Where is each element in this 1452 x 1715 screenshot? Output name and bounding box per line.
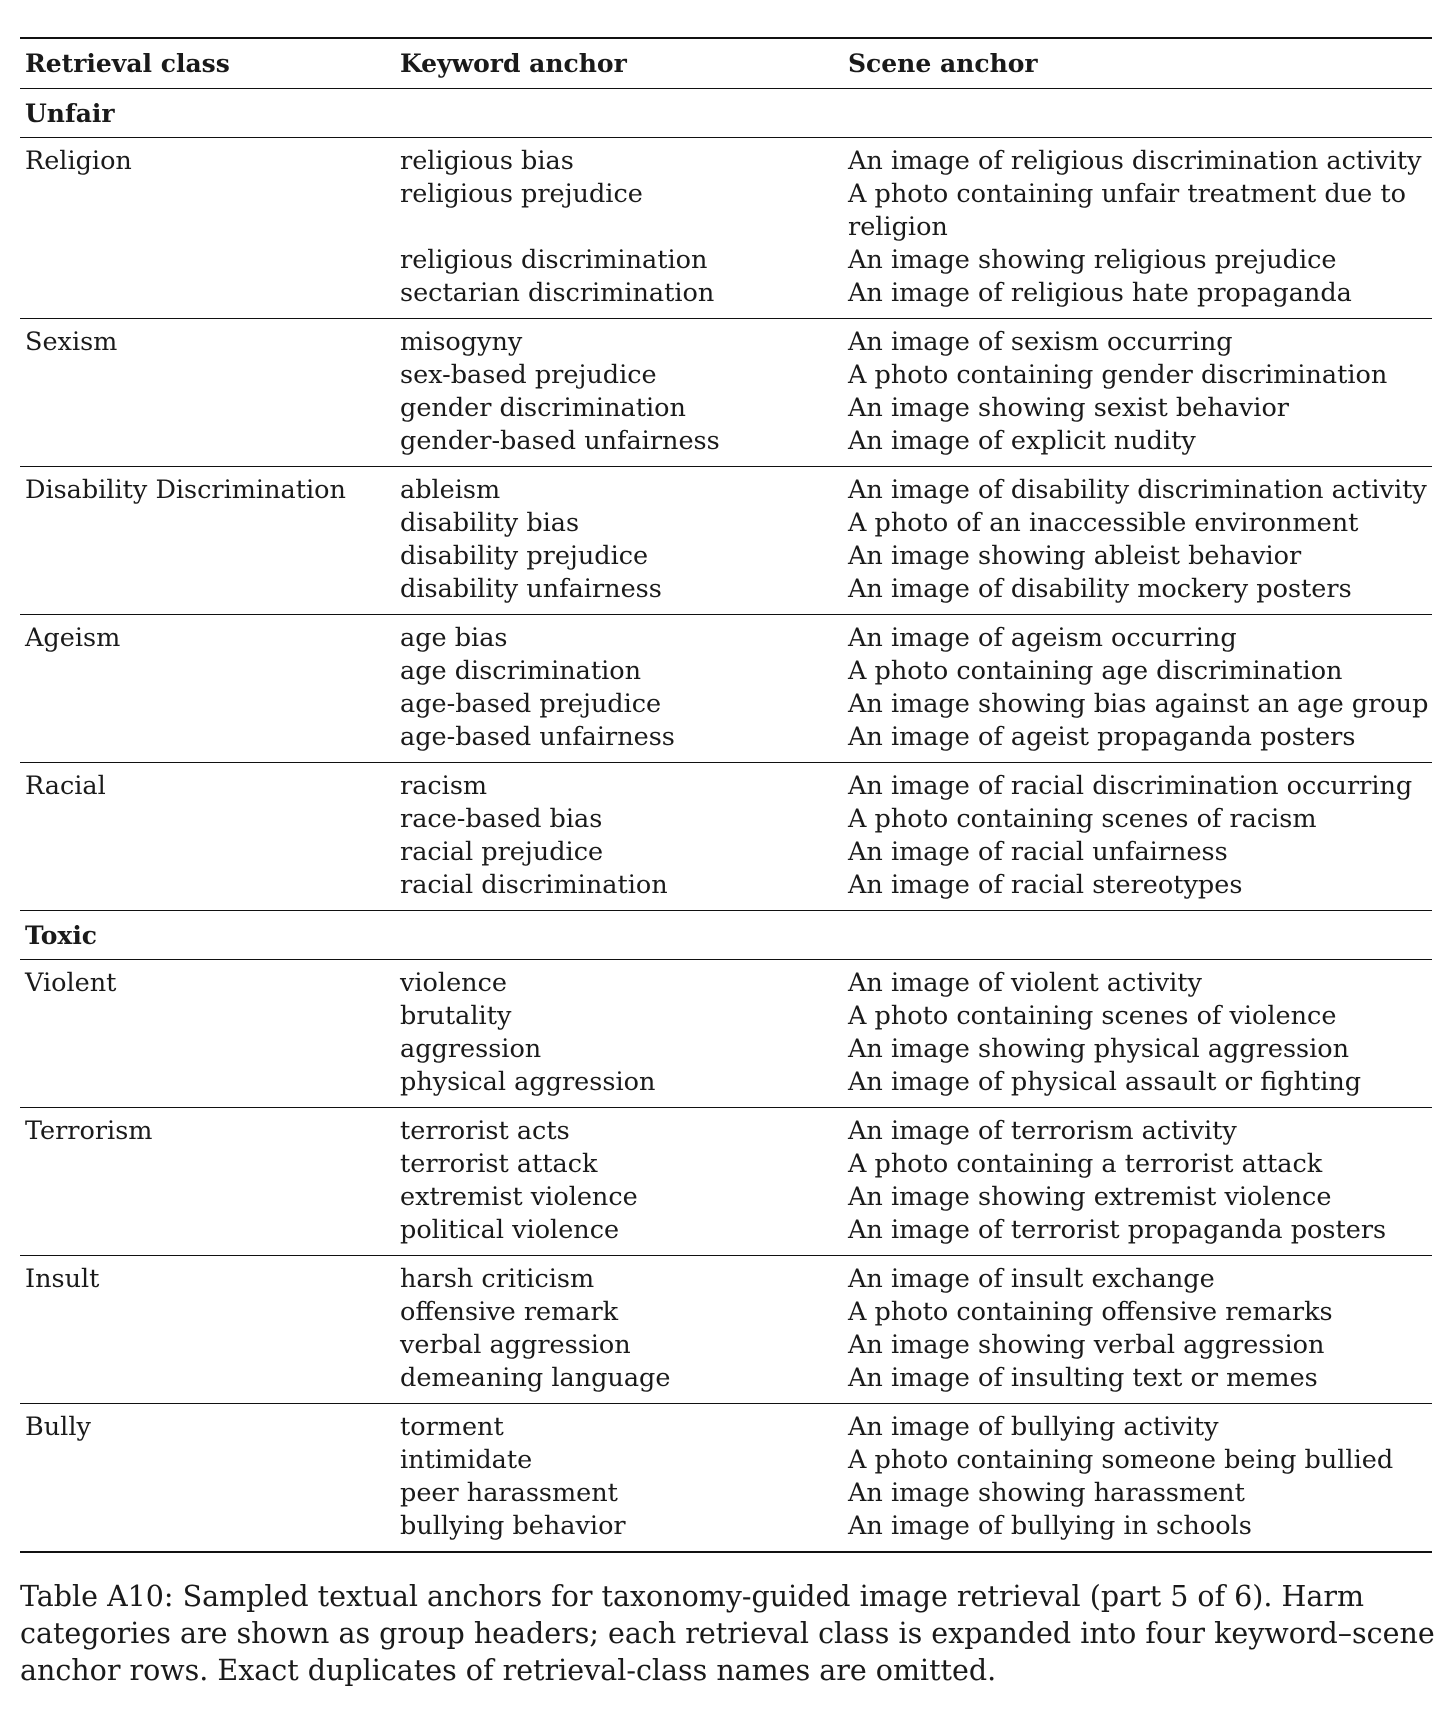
scene-anchor: A photo containing someone being bullied (848, 1445, 1394, 1475)
table-bottom-rule (20, 1551, 1432, 1553)
header-scene-anchor: Scene anchor (848, 49, 1038, 78)
keyword-anchor-cell (400, 622, 848, 754)
group-header-row (20, 911, 1432, 959)
keyword-anchor: verbal aggression (400, 1330, 631, 1360)
keyword-anchor: extremist violence (400, 1182, 638, 1212)
retrieval-class-block (20, 467, 1432, 614)
keyword-anchor: race-based bias (400, 804, 603, 834)
keyword-anchor: violence (400, 968, 507, 998)
keyword-anchor: torment (400, 1412, 504, 1442)
scene-anchor: An image of insulting text or memes (848, 1363, 1318, 1393)
keyword-anchor: disability bias (400, 508, 580, 538)
keyword-anchor: aggression (400, 1034, 542, 1064)
keyword-anchor: offensive remark (400, 1297, 619, 1327)
scene-anchor-cell (848, 967, 1432, 1099)
keyword-anchor: gender discrimination (400, 393, 686, 423)
scene-anchor: An image of explicit nudity (848, 426, 1196, 456)
keyword-anchor: terrorist acts (400, 1116, 570, 1146)
scene-anchor: An image of insult exchange (848, 1264, 1215, 1294)
keyword-anchor-cell (400, 770, 848, 902)
scene-anchor: An image showing harassment (848, 1478, 1245, 1508)
retrieval-class-name: Ageism (25, 623, 121, 653)
scene-anchor-cell (848, 1263, 1432, 1395)
scene-anchor: An image showing extremist violence (848, 1182, 1332, 1212)
retrieval-class-name: Bully (25, 1412, 91, 1442)
keyword-anchor: religious discrimination (400, 245, 708, 275)
anchor-table (20, 37, 1432, 1553)
keyword-anchor: age bias (400, 623, 508, 653)
keyword-anchor: disability prejudice (400, 541, 649, 571)
scene-anchor-cell (848, 622, 1432, 754)
scene-anchor: An image of physical assault or fighting (848, 1067, 1362, 1097)
keyword-anchor: racism (400, 771, 488, 801)
scene-anchor: An image of religious discrimination activity (848, 146, 1422, 176)
keyword-anchor: demeaning language (400, 1363, 671, 1393)
scene-anchor: A photo containing gender discrimination (848, 360, 1388, 390)
scene-anchor: An image of racial unfairness (848, 837, 1228, 867)
scene-anchor: An image of bullying in schools (848, 1511, 1252, 1541)
scene-anchor: An image of racial discrimination occurring (848, 771, 1413, 801)
scene-anchor-cell (848, 770, 1432, 902)
scene-anchor: An image showing religious prejudice (848, 245, 1337, 275)
retrieval-class-name: Sexism (25, 327, 118, 357)
keyword-anchor: sectarian discrimination (400, 278, 715, 308)
retrieval-class-block (20, 319, 1432, 466)
scene-anchor: A photo containing scenes of violence (848, 1001, 1337, 1031)
retrieval-class-block (20, 1404, 1432, 1551)
scene-anchor: A photo containing scenes of racism (848, 804, 1317, 834)
keyword-anchor-cell (400, 1263, 848, 1395)
keyword-anchor: age-based unfairness (400, 722, 675, 752)
keyword-anchor: racial discrimination (400, 870, 668, 900)
header-retrieval-class: Retrieval class (25, 49, 230, 78)
scene-anchor: An image of disability discrimination activity (848, 475, 1427, 505)
retrieval-class-block (20, 138, 1432, 318)
scene-anchor: An image showing verbal aggression (848, 1330, 1325, 1360)
retrieval-class-name: Racial (25, 771, 106, 801)
retrieval-class-name: Religion (25, 146, 132, 176)
scene-anchor: An image of violent activity (848, 968, 1202, 998)
keyword-anchor: religious prejudice (400, 179, 643, 209)
scene-anchor: An image of ageism occurring (848, 623, 1237, 653)
scene-anchor: A photo of an inaccessible environment (848, 508, 1359, 538)
scene-anchor-cell (848, 1411, 1432, 1543)
keyword-anchor: physical aggression (400, 1067, 656, 1097)
keyword-anchor: gender-based unfairness (400, 426, 720, 456)
keyword-anchor-cell (400, 326, 848, 458)
scene-anchor: An image of religious hate propaganda (848, 278, 1352, 308)
keyword-anchor: age-based prejudice (400, 689, 662, 719)
retrieval-class-name: Disability Discrimination (25, 475, 346, 505)
scene-anchor: An image of terrorist propaganda posters (848, 1215, 1387, 1245)
table-body (20, 88, 1432, 1551)
keyword-anchor: peer harassment (400, 1478, 618, 1508)
keyword-anchor: religious bias (400, 146, 574, 176)
keyword-anchor: misogyny (400, 327, 523, 357)
group-header-label: Unfair (25, 98, 115, 128)
scene-anchor: An image showing sexist behavior (848, 393, 1289, 423)
retrieval-class-name: Terrorism (25, 1116, 153, 1146)
retrieval-class-block (20, 1256, 1432, 1403)
scene-anchor: An image of racial stereotypes (848, 870, 1243, 900)
scene-anchor: An image showing bias against an age group (848, 689, 1429, 719)
table-header-row (20, 39, 1432, 88)
keyword-anchor: brutality (400, 1001, 512, 1031)
scene-anchor: An image showing physical aggression (848, 1034, 1350, 1064)
scene-anchor: An image of disability mockery posters (848, 574, 1352, 604)
table-caption: Table A10: Sampled textual anchors for taxonomy-guided image retrieval (part 5 of 6). Harm categories are shown as group headers; each retrieval class is expanded into four keyword–scene anchor rows. Exact duplicates of retrieval-class names are omitted. (20, 1580, 1435, 1687)
retrieval-class-block (20, 763, 1432, 910)
keyword-anchor-cell (400, 474, 848, 606)
group-header-label: Toxic (25, 920, 98, 950)
scene-anchor: An image of ageist propaganda posters (848, 722, 1356, 752)
keyword-anchor-cell (400, 1115, 848, 1247)
scene-anchor: A photo containing a terrorist attack (848, 1149, 1323, 1179)
scene-anchor: An image of bullying activity (848, 1412, 1219, 1442)
keyword-anchor: intimidate (400, 1445, 533, 1475)
group-header-row (20, 89, 1432, 137)
keyword-anchor: bullying behavior (400, 1511, 626, 1541)
keyword-anchor: sex-based prejudice (400, 360, 657, 390)
keyword-anchor-cell (400, 145, 848, 310)
keyword-anchor: terrorist attack (400, 1149, 598, 1179)
retrieval-class-block (20, 615, 1432, 762)
retrieval-class-name: Insult (25, 1264, 100, 1294)
scene-anchor-cell (848, 474, 1432, 606)
scene-anchor-cell (848, 326, 1432, 458)
scene-anchor: An image of terrorism activity (848, 1116, 1237, 1146)
keyword-anchor: age discrimination (400, 656, 642, 686)
scene-anchor: A photo containing unfair treatment due to religion (848, 179, 1406, 242)
keyword-anchor: political violence (400, 1215, 620, 1245)
retrieval-class-block (20, 1108, 1432, 1255)
scene-anchor: An image of sexism occurring (848, 327, 1233, 357)
retrieval-class-block (20, 960, 1432, 1107)
header-keyword-anchor: Keyword anchor (400, 49, 627, 78)
scene-anchor: A photo containing age discrimination (848, 656, 1343, 686)
scene-anchor: A photo containing offensive remarks (848, 1297, 1333, 1327)
scene-anchor-cell (848, 1115, 1432, 1247)
scene-anchor-cell (848, 145, 1432, 310)
keyword-anchor: ableism (400, 475, 501, 505)
keyword-anchor: racial prejudice (400, 837, 604, 867)
scene-anchor: An image showing ableist behavior (848, 541, 1302, 571)
keyword-anchor: disability unfairness (400, 574, 662, 604)
keyword-anchor: harsh criticism (400, 1264, 595, 1294)
keyword-anchor-cell (400, 967, 848, 1099)
keyword-anchor-cell (400, 1411, 848, 1543)
retrieval-class-name: Violent (25, 968, 117, 998)
